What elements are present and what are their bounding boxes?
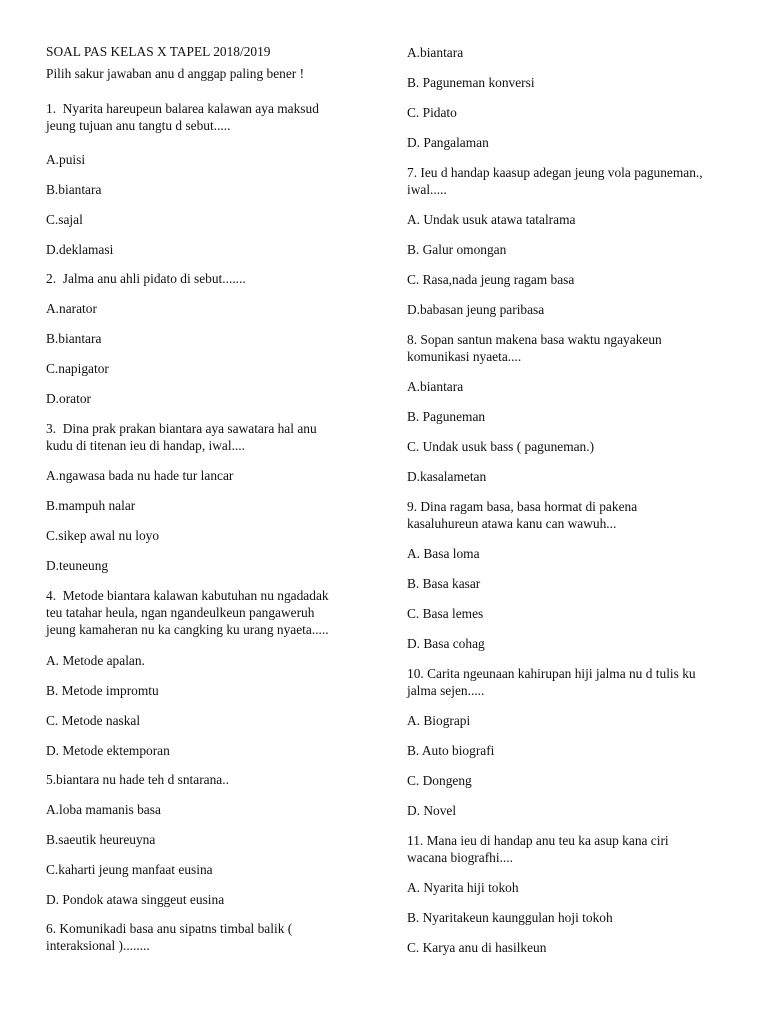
question-text: 8. Sopan santun makena basa waktu ngayakeun komunikasi nyaeta.... (407, 332, 662, 364)
answer-option: B. Basa kasar (407, 576, 481, 591)
answer-option: B. Paguneman konversi (407, 75, 535, 90)
answer-option: B.biantara (46, 182, 102, 197)
answer-option: A. Nyarita hiji tokoh (407, 880, 519, 895)
answer-option: C. Pidato (407, 105, 457, 120)
instruction: Pilih sakur jawaban anu d anggap paling bener ! (46, 66, 305, 81)
question-text: 2. Jalma anu ahli pidato di sebut....... (46, 271, 246, 286)
answer-option: A.puisi (46, 152, 86, 167)
answer-option: B. Nyaritakeun kaunggulan hoji tokoh (407, 910, 613, 925)
answer-option: A. Undak usuk atawa tatalrama (407, 212, 576, 227)
answer-option: D. Novel (407, 803, 457, 818)
answer-option: C.sikep awal nu loyo (46, 528, 160, 543)
answer-option: D.deklamasi (46, 242, 114, 257)
question-text: 7. Ieu d handap kaasup adegan jeung vola paguneman., iwal..... (407, 165, 703, 197)
question-text: 5.biantara nu hade teh d sntarana.. (46, 772, 229, 787)
document-header: SOAL PAS KELAS X TAPEL 2018/2019 (46, 44, 271, 59)
answer-option: D.orator (46, 391, 91, 406)
answer-option: D.teuneung (46, 558, 109, 573)
answer-option: A.narator (46, 301, 97, 316)
answer-option: D. Pangalaman (407, 135, 489, 150)
question-text: 3. Dina prak prakan biantara aya sawatara hal anu kudu di titenan ieu di handap, iwal.... (46, 421, 317, 453)
answer-option: B. Metode impromtu (46, 683, 159, 698)
answer-option: D. Pondok atawa singgeut eusina (46, 892, 225, 907)
answer-option: A. Biograpi (407, 713, 471, 728)
answer-option: D.kasalametan (407, 469, 487, 484)
question-text: 11. Mana ieu di handap anu teu ka asup kana ciri wacana biografhi.... (407, 833, 669, 865)
answer-option: C.kaharti jeung manfaat eusina (46, 862, 213, 877)
answer-option: C. Karya anu di hasilkeun (407, 940, 547, 955)
answer-option: C. Metode naskal (46, 713, 141, 728)
answer-option: C. Rasa,nada jeung ragam basa (407, 272, 575, 287)
answer-option: B.saeutik heureuyna (46, 832, 156, 847)
answer-option: D. Metode ektemporan (46, 743, 170, 758)
question-text: 9. Dina ragam basa, basa hormat di pakena kasaluhureun atawa kanu can wawuh... (407, 499, 638, 531)
answer-option: A. Basa loma (407, 546, 480, 561)
answer-option: A.loba mamanis basa (46, 802, 161, 817)
question-text: 4. Metode biantara kalawan kabutuhan nu ngadadak teu tatahar heula, ngan ngandeulkeun pangaweruh jeung kamaheran nu ka cangking ku urang nyaeta..... (46, 588, 329, 637)
answer-option: B. Paguneman (407, 409, 486, 424)
answer-option: C. Dongeng (407, 773, 472, 788)
question-text: 1. Nyarita hareupeun balarea kalawan aya maksud jeung tujuan anu tangtu d sebut..... (46, 101, 319, 133)
answer-option: B. Auto biografi (407, 743, 495, 758)
answer-option: B. Galur omongan (407, 242, 507, 257)
answer-option: D. Basa cohag (407, 636, 485, 651)
answer-option: C. Undak usuk bass ( paguneman.) (407, 439, 595, 454)
answer-option: B.mampuh nalar (46, 498, 136, 513)
answer-option: B.biantara (46, 331, 102, 346)
answer-option: A. Metode apalan. (46, 653, 145, 668)
answer-option: A.biantara (407, 45, 464, 60)
answer-option: D.babasan jeung paribasa (407, 302, 545, 317)
answer-option: A.biantara (407, 379, 464, 394)
question-text: 10. Carita ngeunaan kahirupan hiji jalma nu d tulis ku jalma sejen..... (407, 666, 696, 698)
answer-option: C. Basa lemes (407, 606, 484, 621)
answer-option: A.ngawasa bada nu hade tur lancar (46, 468, 234, 483)
answer-option: C.napigator (46, 361, 109, 376)
question-text: 6. Komunikadi basa anu sipatns timbal balik ( interaksional )........ (46, 921, 293, 953)
answer-option: C.sajal (46, 212, 83, 227)
